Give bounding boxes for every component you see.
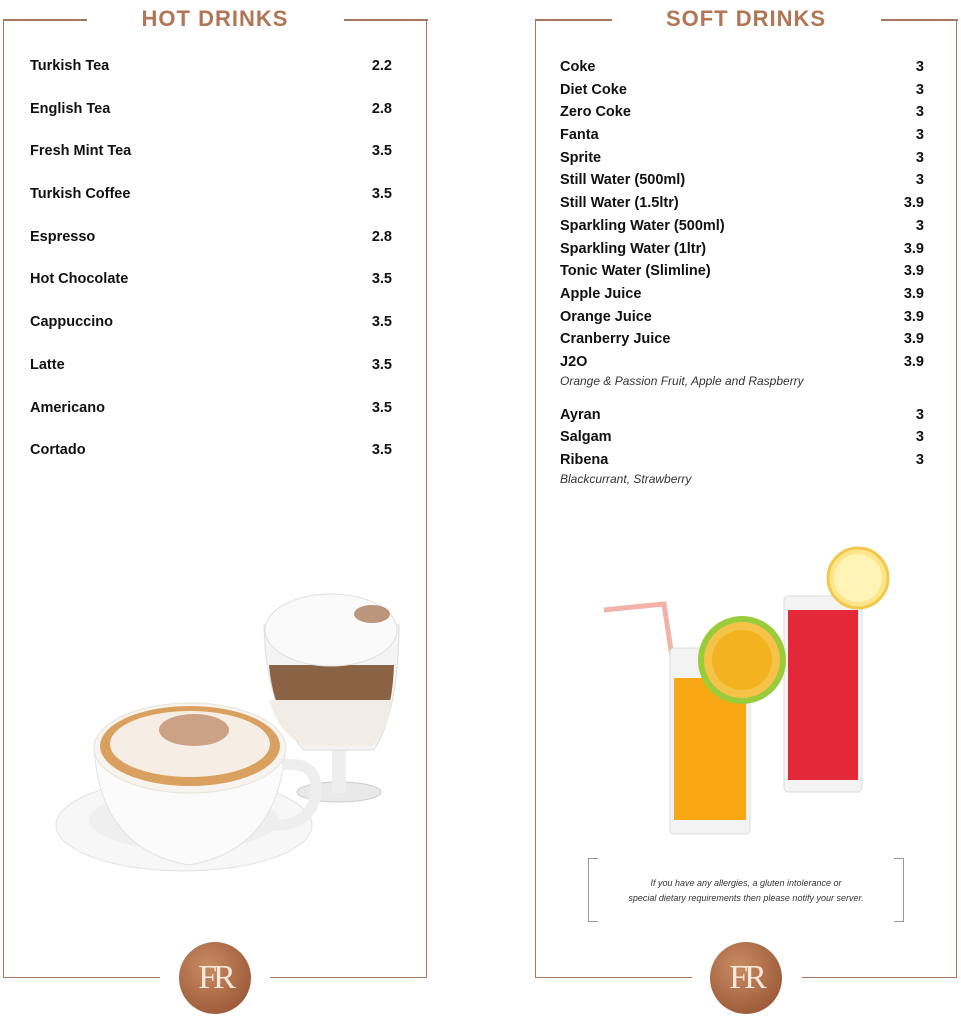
list-item: Coke 3	[560, 59, 924, 75]
hot-drinks-list	[30, 58, 392, 485]
coffee-illustration	[54, 570, 404, 900]
list-item: Hot Chocolate 3.5	[30, 271, 392, 288]
list-item: Apple Juice 3.9	[560, 285, 924, 302]
list-item: Diet Coke 3	[560, 81, 924, 98]
list-item: Tonic Water (Slimline) 3.9	[560, 263, 924, 280]
hot-drinks-title: HOT DRINKS	[4, 6, 426, 32]
soft-drinks-title: SOFT DRINKS	[536, 6, 956, 32]
allergy-line-1: If you have any allergies, a gluten intolerance or	[650, 878, 842, 888]
list-item: Turkish Tea 2.2	[30, 58, 392, 74]
j2o-note: Orange & Passion Fruit, Apple and Raspberry	[560, 373, 804, 388]
list-item: Latte 3.5	[30, 356, 392, 373]
list-item: Cappuccino 3.5	[30, 314, 392, 331]
list-item: English Tea 2.8	[30, 100, 392, 117]
allergy-notice	[588, 858, 904, 922]
list-item: Sprite 3	[560, 149, 924, 166]
allergy-line-2: special dietary requirements then please notify your server.	[628, 893, 864, 903]
list-item: J2O 3.9	[560, 353, 924, 370]
brand-logo-right: FR	[710, 942, 782, 1014]
hot-drinks-panel	[3, 6, 427, 978]
list-item: Ribena 3	[560, 452, 924, 468]
list-item: Ayran 3	[560, 406, 924, 423]
soft-drinks-list	[560, 58, 924, 504]
brand-logo-left: FR	[179, 942, 251, 1014]
list-item: Salgam 3	[560, 429, 924, 446]
ribena-note: Blackcurrant, Strawberry	[560, 471, 692, 486]
list-item: Turkish Coffee 3.5	[30, 186, 392, 203]
list-item: Sparkling Water (1ltr) 3.9	[560, 240, 924, 257]
list-item: Fanta 3	[560, 127, 924, 144]
list-item: Zero Coke 3	[560, 104, 924, 121]
list-item: Cortado 3.5	[30, 442, 392, 459]
list-item: Espresso 2.8	[30, 228, 392, 245]
list-item: Still Water (500ml) 3	[560, 172, 924, 189]
list-item: Americano 3.5	[30, 399, 392, 416]
list-item: Still Water (1.5ltr) 3.9	[560, 195, 924, 212]
list-item: Cranberry Juice 3.9	[560, 331, 924, 348]
list-item: Orange Juice 3.9	[560, 308, 924, 325]
list-item: Sparkling Water (500ml) 3	[560, 217, 924, 234]
juice-illustration	[596, 538, 896, 838]
soft-drinks-panel	[535, 6, 957, 978]
list-item: Fresh Mint Tea 3.5	[30, 143, 392, 160]
